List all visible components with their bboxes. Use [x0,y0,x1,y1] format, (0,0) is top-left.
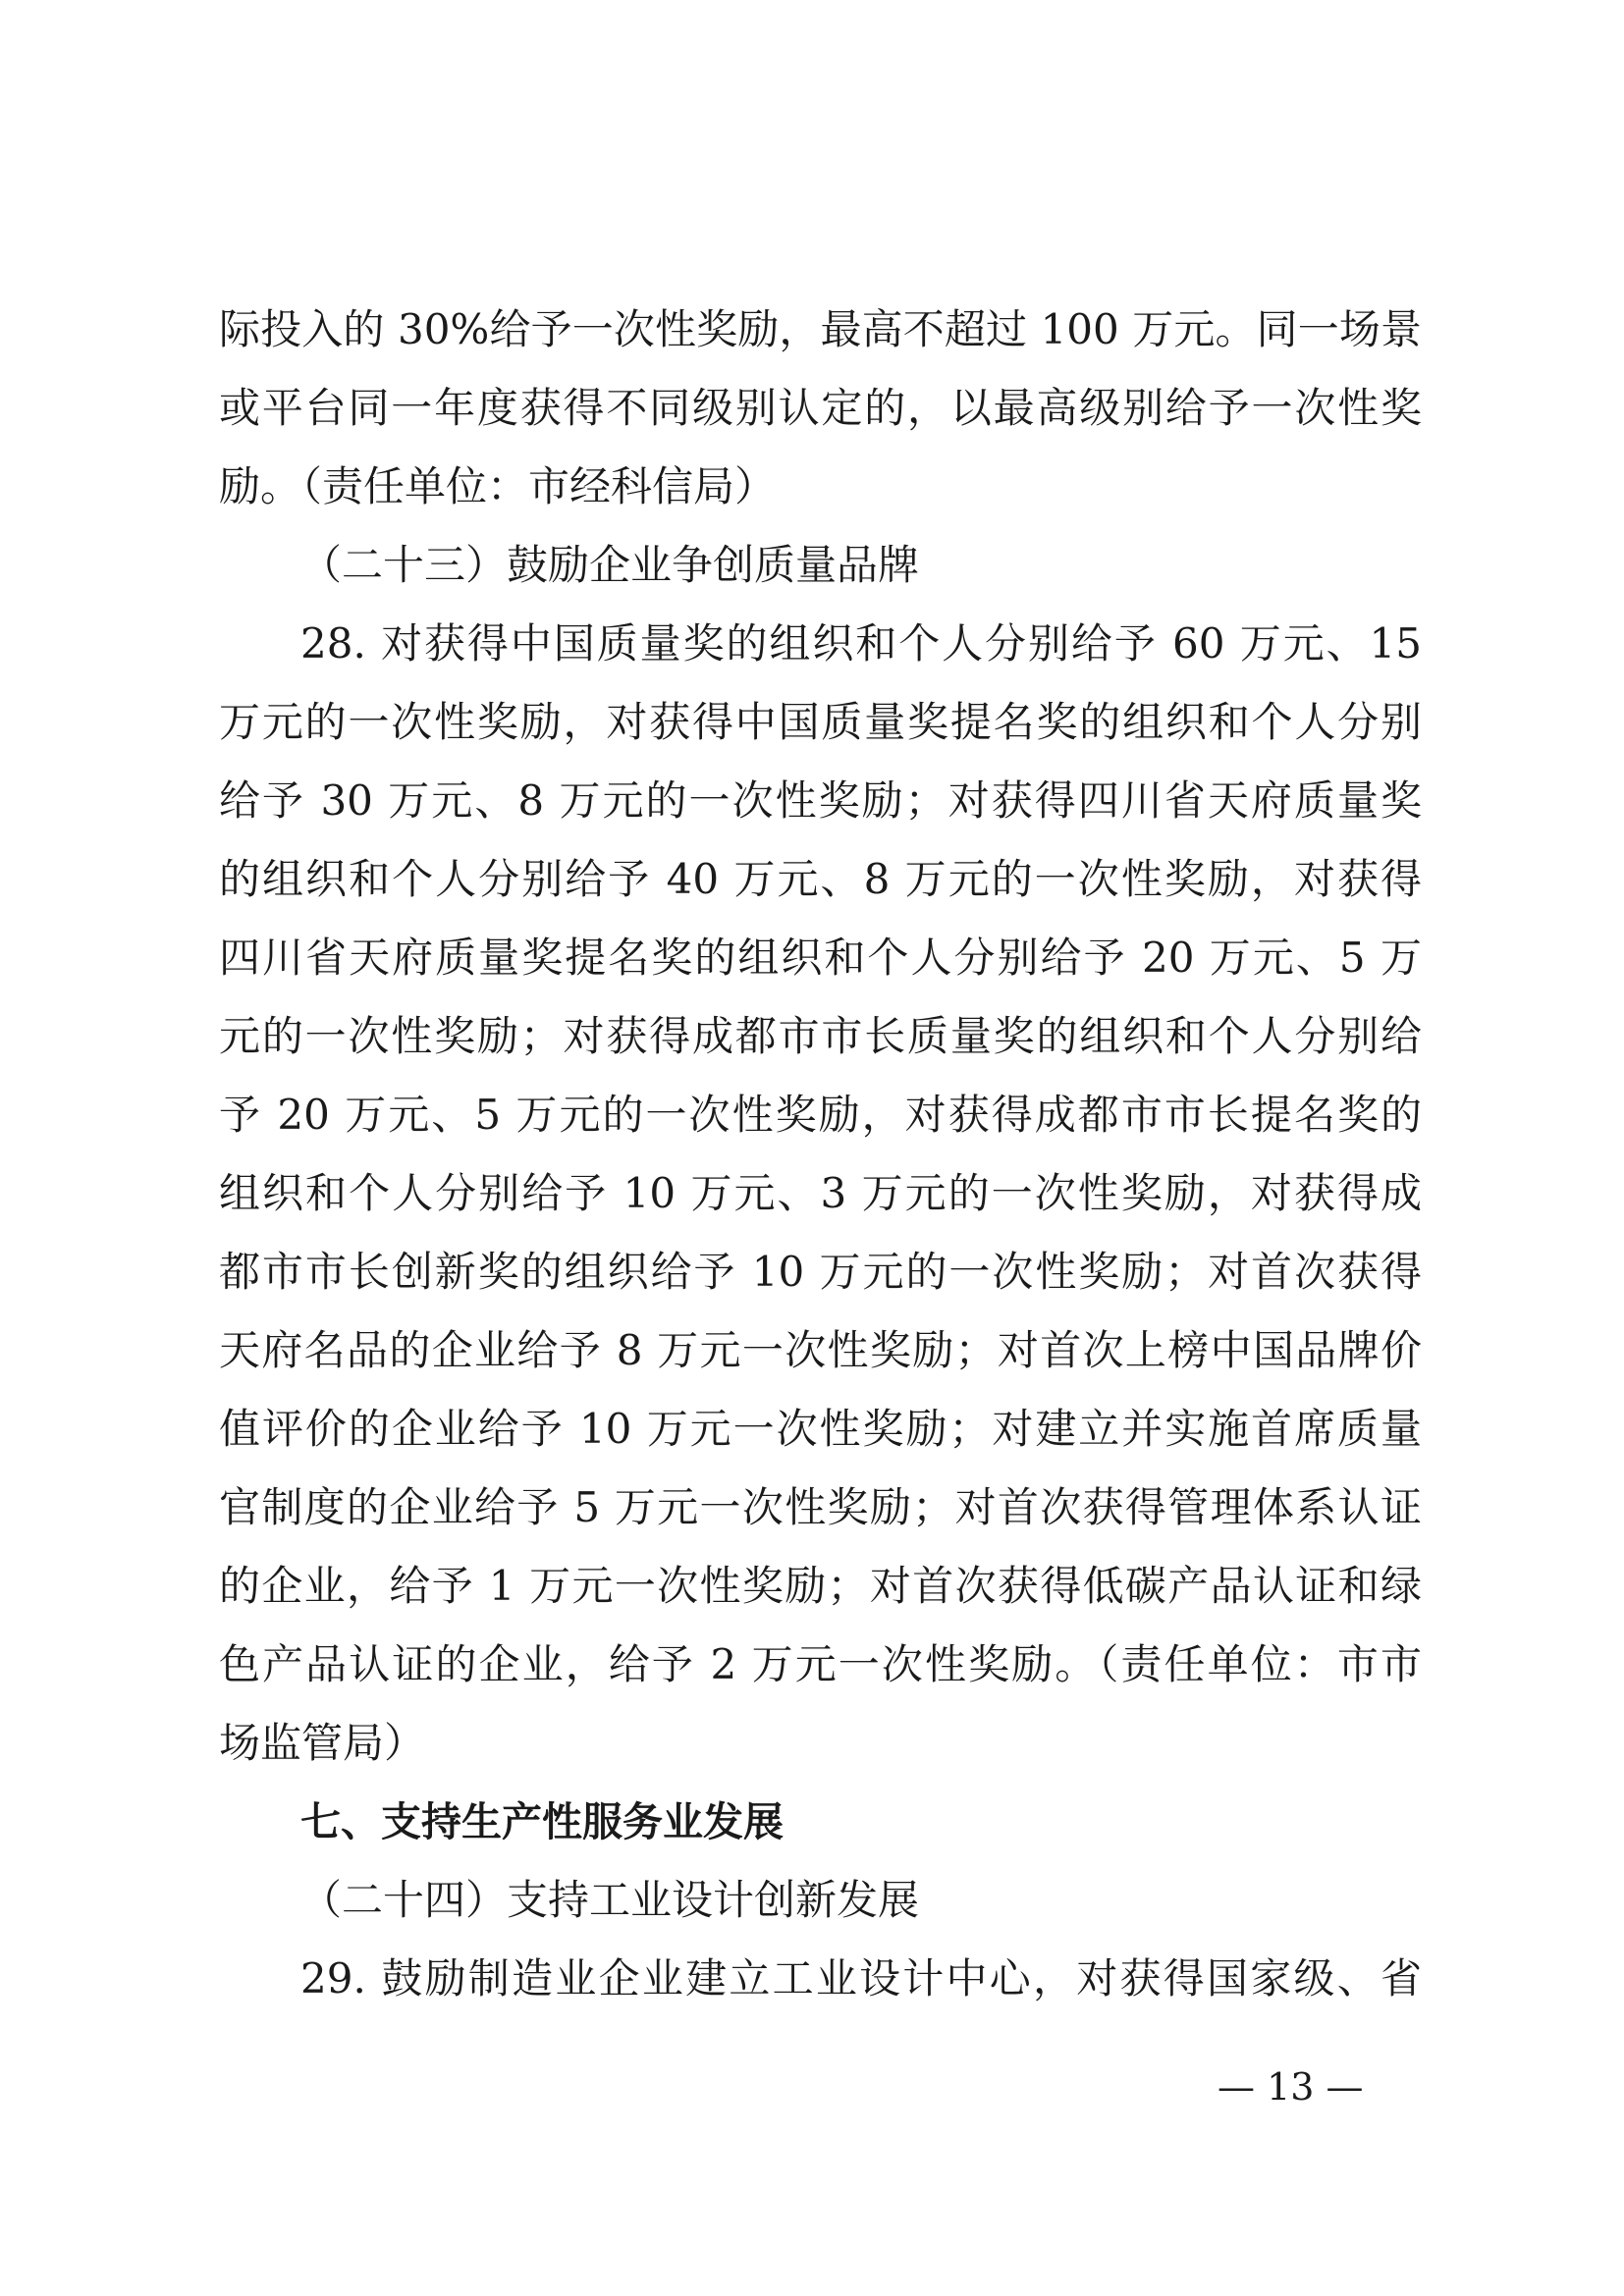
body-text-line: 万元的一次性奖励，对获得中国质量奖提名奖的组织和个人分别 [219,698,1422,746]
body-text-line: 都市市长创新奖的组织给予 10 万元的一次性奖励；对首次获得 [219,1248,1422,1296]
body-text-line: 组织和个人分别给予 10 万元、3 万元的一次性奖励，对获得成 [219,1169,1422,1217]
body-text-line: 予 20 万元、5 万元的一次性奖励，对获得成都市市长提名奖的 [219,1091,1422,1139]
body-text-line: 值评价的企业给予 10 万元一次性奖励；对建立并实施首席质量 [219,1405,1422,1453]
page-number: — 13 — [1218,2065,1364,2109]
body-text-line: 官制度的企业给予 5 万元一次性奖励；对首次获得管理体系认证 [219,1483,1422,1531]
section-heading: 七、支持生产性服务业发展 [300,1798,784,1845]
body-text-line: 励。（责任单位：市经科信局） [219,462,777,510]
body-text-line: 四川省天府质量奖提名奖的组织和个人分别给予 20 万元、5 万 [219,934,1422,982]
body-text-line: 际投入的 30%给予一次性奖励，最高不超过 100 万元。同一场景 [219,305,1422,353]
body-text-line: 天府名品的企业给予 8 万元一次性奖励；对首次上榜中国品牌价 [219,1326,1422,1374]
body-text-line: 或平台同一年度获得不同级别认定的，以最高级别给予一次性奖 [219,384,1422,432]
body-text-line: 元的一次性奖励；对获得成都市市长质量奖的组织和个人分别给 [219,1012,1422,1060]
body-text-line: 给予 30 万元、8 万元的一次性奖励；对获得四川省天府质量奖 [219,776,1422,825]
body-text-line: 场监管局） [219,1719,426,1767]
subsection-heading: （二十四）支持工业设计创新发展 [300,1876,920,1924]
body-text-line: 的组织和个人分别给予 40 万元、8 万元的一次性奖励，对获得 [219,855,1422,903]
subsection-heading: （二十三）鼓励企业争创质量品牌 [300,541,920,589]
body-text-line: 的企业，给予 1 万元一次性奖励；对首次获得低碳产品认证和绿 [219,1562,1422,1610]
body-text-line: 28. 对获得中国质量奖的组织和个人分别给予 60 万元、15 [300,619,1422,667]
body-text-line: 色产品认证的企业，给予 2 万元一次性奖励。（责任单位：市市 [219,1640,1422,1688]
body-text-line: 29. 鼓励制造业企业建立工业设计中心，对获得国家级、省 [300,1954,1422,2002]
